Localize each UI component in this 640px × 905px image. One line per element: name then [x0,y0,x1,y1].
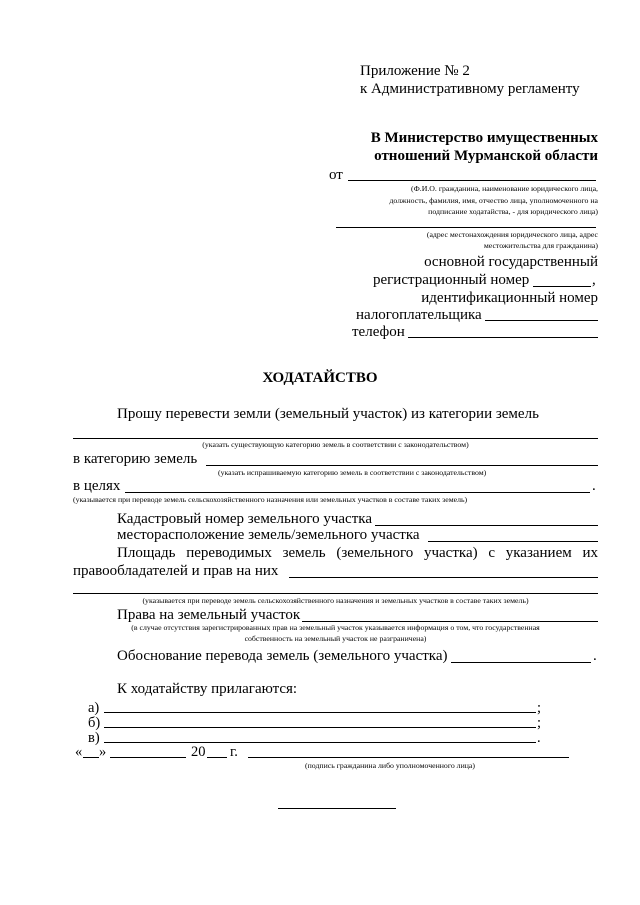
attachment-b-end: ; [537,715,542,731]
attachment-c-end: . [537,730,541,746]
justification-period: . [593,648,597,664]
address-hint-2: местожительства для гражданина) [483,241,598,250]
holders-hint: (указывается при переводе земель сельскохозяйственного назначения и земельных участков в составе таких земель) [142,596,529,605]
date-open-quote: « [75,744,83,760]
cadastral-label: Кадастровый номер земельного участка [117,511,372,527]
from-hint-1: (Ф.И.О. гражданина, наименование юридического лица, [411,184,598,193]
purpose-label: в целях [73,478,121,494]
year-prefix: 20 [191,744,206,760]
location-field[interactable] [428,541,598,542]
date-close-quote: » [99,744,107,760]
holders-label: правообладателей и прав на них [73,563,279,579]
attachment-a-end: ; [537,700,542,716]
footer-divider [278,808,396,809]
attachment-c-field[interactable] [104,742,536,743]
inn-label: налогоплательщика [356,307,482,323]
appendix-number: Приложение № 2 [360,63,470,79]
addressee-line-2: отношений Мурманской области [374,148,598,164]
from-hint-2: должность, фамилия, имя, отчество лица, уполномоченного на [389,196,598,205]
month-field[interactable] [110,757,186,758]
ogrn-field[interactable] [533,286,591,287]
purpose-hint: (указывается при переводе земель сельскохозяйственного назначения или земельных участков в составе таких земель) [73,495,468,504]
rights-label: Права на земельный участок [117,607,301,623]
signature-hint: (подпись гражданина либо уполномоченного лица) [305,761,475,770]
current-category-field[interactable] [73,438,598,439]
signature-field[interactable] [248,757,569,758]
phone-field[interactable] [408,337,598,338]
rights-hint-2: собственность на земельный участок не разграничена) [244,634,427,643]
to-category-label: в категорию земель [73,451,198,467]
current-category-hint: (указать существующую категорию земель в соответствии с законодательством) [202,440,469,449]
attachment-c-label: в) [88,730,100,746]
new-category-hint: (указать испрашиваемую категорию земель в соответствии с законодательством) [218,468,487,477]
request-line: Прошу перевести земли (земельный участок) из категории земель [117,406,539,422]
location-label: месторасположение земель/земельного участка [117,527,420,543]
attachment-a-field[interactable] [104,712,536,713]
holders-field[interactable] [289,577,598,578]
attachments-heading: К ходатайству прилагаются: [117,681,298,697]
phone-label: телефон [352,324,405,340]
appendix-reference: к Административному регламенту [360,81,580,97]
from-field[interactable] [348,180,596,181]
attachment-a-label: а) [88,700,100,716]
cadastral-field[interactable] [375,525,598,526]
attachment-b-field[interactable] [104,727,536,728]
purpose-period: . [592,478,596,494]
ogrn-label: регистрационный номер [373,272,530,288]
justification-label: Обоснование перевода земель (земельного участка) [117,648,448,664]
from-label: от [329,167,343,183]
new-category-field[interactable] [206,465,598,466]
justification-field[interactable] [451,662,591,663]
day-field[interactable] [83,757,99,758]
from-hint-3: подписание ходатайства, - для юридического лица) [428,207,598,216]
document-title: ХОДАТАЙСТВО [262,370,378,386]
holders-field-2[interactable] [73,593,598,594]
address-hint-1: (адрес местонахождения юридического лица, адрес [426,230,598,239]
year-field[interactable] [207,757,227,758]
ogrn-line-1: основной государственный [424,254,598,270]
addressee-line-1: В Министерство имущественных [370,130,598,146]
address-field[interactable] [336,227,596,228]
inn-field[interactable] [485,320,598,321]
purpose-field[interactable] [125,492,590,493]
area-line: Площадь переводимых земель (земельного участка) с указанием их [117,545,598,561]
inn-line-1: идентификационный номер [421,290,598,306]
year-suffix: г. [230,744,238,760]
rights-hint-1: (в случае отсутствия зарегистрированных прав на земельный участок указывается информация о том, что государственная [131,623,540,632]
attachment-b-label: б) [88,715,101,731]
ogrn-comma: , [592,272,596,288]
rights-field[interactable] [302,621,598,622]
